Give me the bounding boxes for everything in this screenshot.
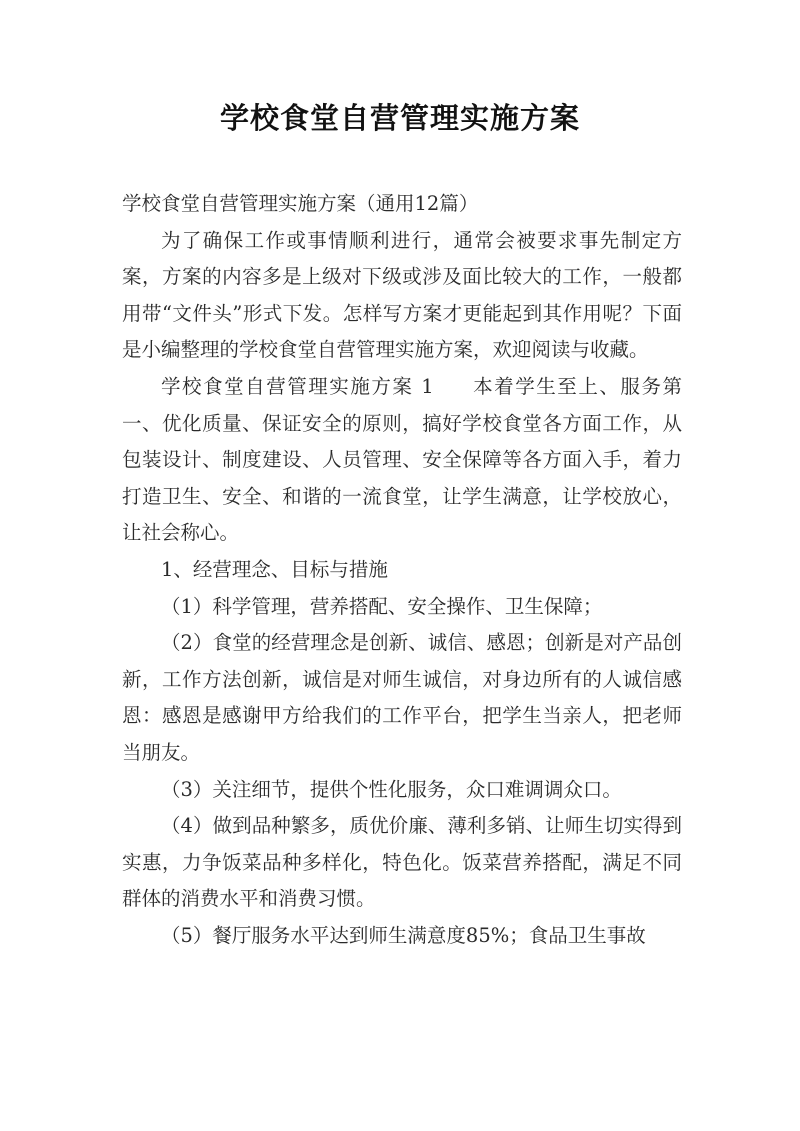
list-item-3: （3）关注细节，提供个性化服务，众口难调调众口。 (161, 777, 622, 801)
section-1-text: 本着学生至上、服务第一、优化质量、保证安全的原则，搞好学校食堂各方面工作，从包装设计、制度建设、人员管理、安全保障等各方面入手，着力打造卫生、安全、和谐的一流食堂，让学生满意，让学校放心，让社会称心。 (122, 374, 682, 545)
list-item-1: （1）科学管理，营养搭配、安全操作、卫生保障； (161, 594, 603, 618)
list-item-2: （2）食堂的经营理念是创新、诚信、感恩；创新是对产品创新，工作方法创新，诚信是对师生诚信，对身边所有的人诚信感恩：感恩是感谢甲方给我们的工作平台，把学生当亲人，把老师当朋友。 (122, 631, 682, 764)
section-1-heading: 学校食堂自营管理实施方案 1 (161, 374, 434, 398)
document-subtitle: 学校食堂自营管理实施方案（通用12篇） (122, 192, 479, 215)
page-title: 学校食堂自营管理实施方案 (219, 101, 580, 135)
list-item-4: （4）做到品种繁多，质优价廉、薄利多销、让师生切实得到实惠，力争饭菜品种多样化，特色化。饭菜营养搭配，满足不同群体的消费水平和消费习惯。 (122, 814, 682, 911)
section-1-paragraph (122, 369, 682, 552)
list-item-5: （5）餐厅服务水平达到师生满意度85%；食品卫生事故 (161, 923, 646, 947)
document-body (122, 186, 682, 954)
item-heading-1: 1、经营理念、目标与措施 (161, 557, 388, 581)
intro-paragraph: 为了确保工作或事情顺利进行，通常会被要求事先制定方案，方案的内容多是上级对下级或涉及面比较大的工作，一般都用带“文件头”形式下发。怎样写方案才更能起到其作用呢？下面是小编整理的学校食堂自营管理实施方案，欢迎阅读与收藏。 (122, 228, 682, 362)
